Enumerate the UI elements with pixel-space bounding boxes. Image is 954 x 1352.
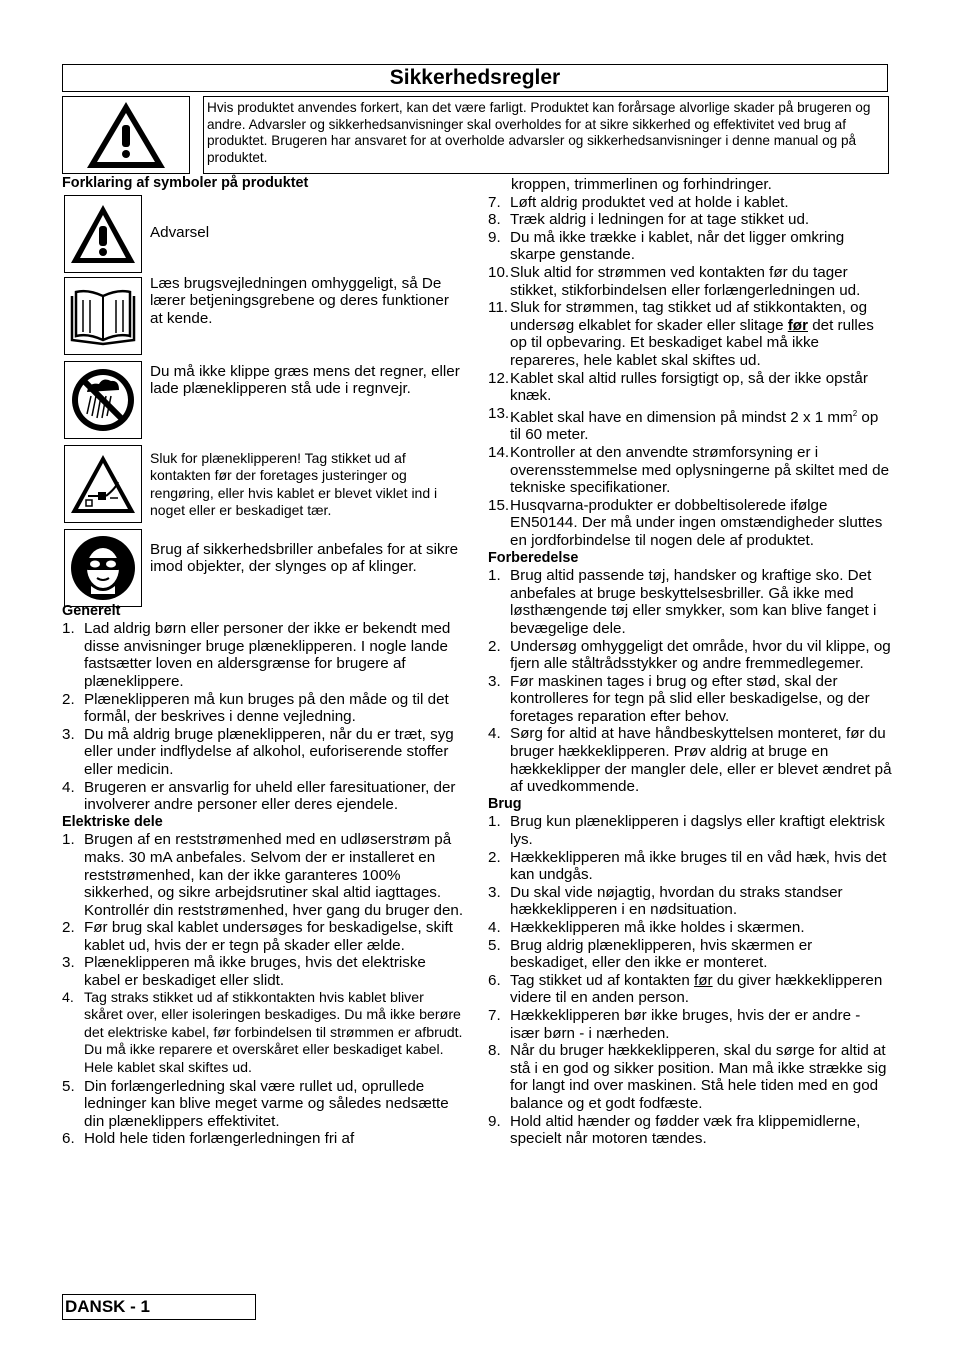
list-item: 4. Hækkeklipperen må ikke holdes i skærmen. xyxy=(488,919,805,936)
brug-list xyxy=(488,813,892,1147)
right-column xyxy=(488,176,892,1148)
list-item: 8. Træk aldrig i ledningen for at tage stikket ud. xyxy=(488,211,810,229)
page-footer: DANSK - 1 xyxy=(62,1294,256,1320)
left-column xyxy=(62,175,464,1148)
list-item: 5. Brug aldrig plæneklipperen, hvis skærmen er beskadiget, eller den ikke er monteret. xyxy=(488,936,813,972)
list-item: 7. Hækkeklipperen bør ikke bruges, hvis der er andre - især børn - i nærheden. xyxy=(488,1006,861,1042)
generelt-list xyxy=(62,620,464,814)
warning-text: Hvis produktet anvendes forkert, kan det være farligt. Produktet kan forårsage alvorlige skader på brugeren og andre. Advarsler og sikkerhedsanvisninger skal overholdes for at sikre sikkerhed og effektivitet ved brug af produktet. Brugeren har ansvaret for at overholde advarsler og sikkerhedsanvisninger i denne manual og på produktet. xyxy=(203,96,889,174)
list-item: 3. Før maskinen tages i brug og efter stød, skal der kontrolleres for tegn på slid eller beskadigelse, og der foretages reparation efter behov. xyxy=(488,672,870,725)
list-item: 2. Før brug skal kablet undersøges for beskadigelse, skift kablet ud, hvis der er tegn på skader eller ælde. xyxy=(62,919,453,954)
list-item: 2. Hækkeklipperen må ikke bruges til en våd hæk, hvis det kan undgås. xyxy=(488,848,887,884)
elektriske-list xyxy=(62,831,464,1148)
warning-icon-box xyxy=(62,96,190,174)
no-rain-icon xyxy=(69,366,137,434)
list-item: 6. Hold hele tiden forlængerledningen fri af xyxy=(62,1130,355,1148)
symbol-row xyxy=(62,527,464,609)
warning-triangle-icon xyxy=(68,202,138,266)
continuation-text: kroppen, trimmerlinen og forhindringer. xyxy=(511,176,772,193)
symbol-row xyxy=(62,443,464,527)
list-item: 4. Tag straks stikket ud af stikkontakten hvis kablet bliver skåret over, eller isoleringen beskadiges. Du må ikke berøre det elektriske kabel, før forbindelsen til strømmen er afbrudt. Du må ikke reparere et overskåret eller beskadiget kabel. Hele kablet skal skiftes ud. xyxy=(62,989,463,1077)
page-title: Sikkerhedsregler xyxy=(62,64,888,92)
list-item: 5. Din forlængerledning skal være rullet ud, oprullede ledninger kan blive meget varme og således nedsætte din plæneklippers effektivitet. xyxy=(62,1077,449,1130)
list-item: 7. Løft aldrig produktet ved at holde i kablet. xyxy=(488,193,789,211)
symbol-row xyxy=(62,359,464,443)
list-item: 4. Sørg for altid at have håndbeskyttelsen monteret, før du bruger hækkeklipperen. Prøv aldrig at bruge en hækkeklipper der mangler dele, eller er blevet ændret på af uvedkommende. xyxy=(488,725,892,796)
unplug-warning-icon xyxy=(68,452,138,516)
list-item: 9. Hold altid hænder og fødder væk fra klippemidlerne, specielt når motoren tændes. xyxy=(488,1112,861,1148)
list-item: 3. Plæneklipperen må ikke bruges, hvis det elektriske kabel er beskadiget eller slidt. xyxy=(62,954,426,990)
list-item: 1. Brugen af en reststrømenhed med en udløserstrøm på maks. 30 mA anbefales. Selvom der er installeret en reststrømenhed, kan der ikke garanteres 100% sikkerhed, og sikre arbejdsrutiner skal altid iagttages. Kontrollér din reststrømenhed, hver gang du bruger den. xyxy=(62,831,464,919)
elektriske-list-continued xyxy=(488,194,892,550)
forberedelse-list xyxy=(488,567,892,796)
list-item: 12. Kablet skal altid rulles forsigtigt op, så der ikke opstår knæk. xyxy=(488,369,868,405)
list-item: 3. Du skal vide nøjagtig, hvordan du straks standser hækkeklipperen i en nødsituation. xyxy=(488,883,843,919)
section-heading-generelt: Generelt xyxy=(62,602,121,619)
list-item: 11. Sluk for strømmen, tag stikket ud af stikkontakten, og undersøg elkablet for skader eller slitage før det rulles op til opbevaring. Et beskadiget kabel må ikke repareres, hele kablet skal skiftes ud. xyxy=(488,299,874,369)
list-item: 9. Du må ikke trække i kablet, når det ligger omkring skarpe genstande. xyxy=(488,228,845,264)
list-item: 2. Undersøg omhyggeligt det område, hvor du vil klippe, og fjern alle ståltrådsstykker og andre fremmedlegemer. xyxy=(488,637,891,673)
list-item: 10. Sluk altid for strømmen ved kontakten før du tager stikket, stikforbindelsen eller forlængerledningen ud. xyxy=(488,263,861,299)
section-heading-elektriske: Elektriske dele xyxy=(62,813,163,830)
list-item: 13. Kablet skal have en dimension på mindst 2 x 1 $mm^2$ op til 60 meter. xyxy=(488,404,879,444)
symbol-text: Sluk for plæneklipperen! Tag stikket ud af kontakten før der foretages justeringer og rengøring, eller hvis kablet er blevet viklet ind i noget eller er beskadiget tær. xyxy=(150,449,438,519)
section-heading-brug: Brug xyxy=(488,795,522,812)
manual-book-icon xyxy=(68,286,138,346)
safety-goggles-icon xyxy=(69,534,137,602)
list-item: 8. Når du bruger hækkeklipperen, skal du sørge for altid at stå i en god og sikker position. Man må ikke strække sig for langt ind over maskinen. Stå hele tiden med en god balance og et godt fodfæste. xyxy=(488,1042,887,1112)
symbol-text: Du må ikke klippe græs mens det regner, eller lade plæneklipperen stå ude i regnvejr. xyxy=(150,362,460,398)
warning-triangle-icon xyxy=(84,99,168,171)
list-item: 15. Husqvarna-produkter er dobbeltisolerede ifølge EN50144. Der må under ingen omstændigheder sluttes en jordforbindelse til nogen dele af produktet. xyxy=(488,496,883,549)
symbol-text: Læs brugsvejledningen omhyggeligt, så De lærer betjeningsgrebene og deres funktioner at kende. xyxy=(150,274,449,327)
list-item: 4. Brugeren er ansvarlig for uheld eller faresituationer, der involverer andre personer eller deres ejendele. xyxy=(62,778,456,814)
list-item: 6. Tag stikket ud af kontakten før du giver hækkeklipperen videre til en anden person. xyxy=(488,971,883,1007)
symbols-heading: Forklaring af symboler på produktet xyxy=(62,175,309,191)
list-item: 1. Brug kun plæneklipperen i dagslys eller kraftigt elektrisk lys. xyxy=(488,813,885,849)
symbol-text: Brug af sikkerhedsbriller anbefales for at sikre imod objekter, der slynges op af klinger. xyxy=(150,540,459,576)
list-item: 14. Kontroller at den anvendte strømforsyning er i overensstemmelse med oplysningerne på skiltet med de tekniske specifikationer. xyxy=(488,443,890,497)
symbol-row xyxy=(62,193,464,275)
list-item: 1. Lad aldrig børn eller personer der ikke er bekendt med disse anvisninger bruge plæneklipperen. I nogle lande fastsætter loven en aldersgrænse for brugere af plæneklippere. xyxy=(62,620,451,690)
list-item: 3. Du må aldrig bruge plæneklipperen, når du er træt, syg eller under indflydelse af alkohol, euforiserende stoffer eller medicin. xyxy=(62,725,454,778)
list-item: 2. Plæneklipperen må kun bruges på den måde og til det formål, der beskrives i denne vejledning. xyxy=(62,690,449,726)
symbol-row xyxy=(62,275,464,359)
list-item: 1. Brug altid passende tøj, handsker og kraftige sko. Det anbefales at bruge beskyttelsesbriller. Gå ikke med løsthængende tøj eller smykker, som kan blive fanget i bevægelige dele. xyxy=(488,567,877,637)
section-heading-forberedelse: Forberedelse xyxy=(488,549,579,566)
symbol-text: Advarsel xyxy=(150,223,210,241)
